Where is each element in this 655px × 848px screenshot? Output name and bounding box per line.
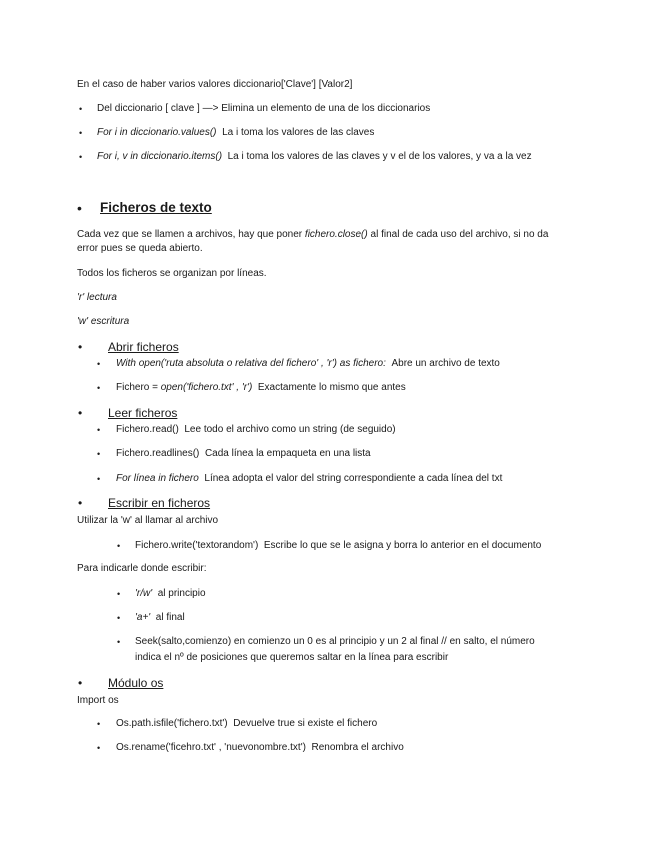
- item-description: Lee todo el archivo como un string (de seguido): [184, 424, 396, 435]
- code-prefix: Fichero.readlines(): [116, 448, 200, 459]
- code-prefix: Os.rename('ficehro.txt' , 'nuevonombre.txt'): [116, 742, 306, 753]
- bullet-icon: •: [78, 676, 83, 690]
- mode-item-2: [135, 612, 185, 624]
- seek-item-line-2: indica el nº de posiciones que queremos saltar en la línea para escribir: [135, 652, 449, 663]
- escribir-intro: Utilizar la 'w' al llamar al archivo: [77, 515, 219, 526]
- mode-write: 'w' escritura: [77, 316, 130, 327]
- leer-item-3: [116, 473, 502, 485]
- section-heading-modulo: Módulo os: [108, 676, 164, 690]
- item-description: al final: [155, 612, 185, 623]
- code-prefix: Fichero =: [116, 382, 161, 393]
- section-heading-escribir: Escribir en ficheros: [108, 496, 211, 510]
- intro-item-3: [97, 151, 532, 163]
- bullet-icon: •: [79, 152, 83, 162]
- item-description: Cada línea la empaqueta en una lista: [204, 448, 371, 459]
- bullet-icon: •: [78, 496, 83, 510]
- bullet-icon: •: [97, 425, 101, 435]
- section-heading-leer: Leer ficheros: [108, 406, 178, 420]
- escribir-write-item: [135, 540, 541, 552]
- code-snippet: open('fichero.txt' , 'r'): [160, 382, 253, 393]
- code-prefix: Os.path.isfile('fichero.txt'): [116, 718, 228, 729]
- modulo-intro: Import os: [77, 695, 119, 706]
- code-snippet: For i, v in diccionario.items(): [97, 151, 223, 162]
- bullet-icon: •: [117, 541, 121, 551]
- code-snippet: For i in diccionario.values(): [97, 127, 217, 138]
- item-description: La i toma los valores de las claves: [222, 127, 375, 138]
- item-description: Renombra el archivo: [311, 742, 404, 753]
- modulo-item-1: [116, 718, 377, 730]
- modulo-item-2: [116, 742, 404, 754]
- intro-item-2: [97, 127, 374, 139]
- bullet-icon: •: [78, 340, 83, 354]
- item-description: Escribe lo que se le asigna y borra lo anterior en el documento: [263, 540, 542, 551]
- abrir-item-1: [116, 358, 500, 370]
- code-snippet: 'a+': [135, 612, 151, 623]
- bullet-icon: •: [117, 637, 121, 647]
- item-description: al principio: [157, 588, 206, 599]
- ficheros-paragraph-1: [77, 229, 548, 241]
- code-prefix: Fichero.write('textorandom'): [135, 540, 259, 551]
- bullet-icon: •: [97, 743, 101, 753]
- paragraph-text: al final de cada uso del archivo, si no da: [367, 229, 549, 240]
- item-description: Exactamente lo mismo que antes: [257, 382, 406, 393]
- bullet-icon: •: [97, 719, 101, 729]
- bullet-icon: •: [97, 474, 101, 484]
- bullet-icon: •: [77, 200, 82, 216]
- leer-item-2: [116, 448, 371, 460]
- abrir-item-2: [116, 382, 406, 394]
- seek-item-line-1: Seek(salto,comienzo) en comienzo un 0 es al principio y un 2 al final // en salto, el número: [135, 636, 535, 647]
- paragraph-text: Cada vez que se llamen a archivos, hay que poner: [77, 229, 305, 240]
- section-heading-ficheros: Ficheros de texto: [100, 200, 212, 215]
- escribir-indicar: Para indicarle donde escribir:: [77, 563, 207, 574]
- item-description: La i toma los valores de las claves y v el de los valores, y va a la vez: [227, 151, 532, 162]
- ficheros-paragraph-1-cont: error pues se queda abierto.: [77, 243, 203, 254]
- intro-text: En el caso de haber varios valores diccionario['Clave'] [Valor2]: [77, 79, 353, 90]
- item-description: Abre un archivo de texto: [391, 358, 500, 369]
- item-description: Devuelve true si existe el fichero: [233, 718, 378, 729]
- bullet-icon: •: [117, 613, 121, 623]
- bullet-icon: •: [97, 383, 101, 393]
- bullet-icon: •: [79, 128, 83, 138]
- mode-read: 'r' lectura: [77, 292, 117, 303]
- bullet-icon: •: [117, 589, 121, 599]
- bullet-icon: •: [97, 359, 101, 369]
- bullet-icon: •: [78, 406, 83, 420]
- code-snippet: fichero.close(): [304, 229, 368, 240]
- bullet-icon: •: [97, 449, 101, 459]
- code-snippet: 'r/w': [135, 588, 153, 599]
- code-snippet: With open('ruta absoluta o relativa del fichero' , 'r') as fichero:: [116, 358, 386, 369]
- item-description: Línea adopta el valor del string correspondiente a cada línea del txt: [204, 473, 503, 484]
- ficheros-paragraph-2: Todos los ficheros se organizan por líneas.: [77, 268, 267, 279]
- section-heading-abrir: Abrir ficheros: [108, 340, 179, 354]
- code-prefix: Fichero.read(): [116, 424, 179, 435]
- bullet-icon: •: [79, 104, 83, 114]
- mode-item-1: [135, 588, 206, 600]
- leer-item-1: [116, 424, 396, 436]
- code-snippet: For línea in fichero: [116, 473, 199, 484]
- intro-item-1: Del diccionario [ clave ] —> Elimina un elemento de una de los diccionarios: [97, 103, 431, 114]
